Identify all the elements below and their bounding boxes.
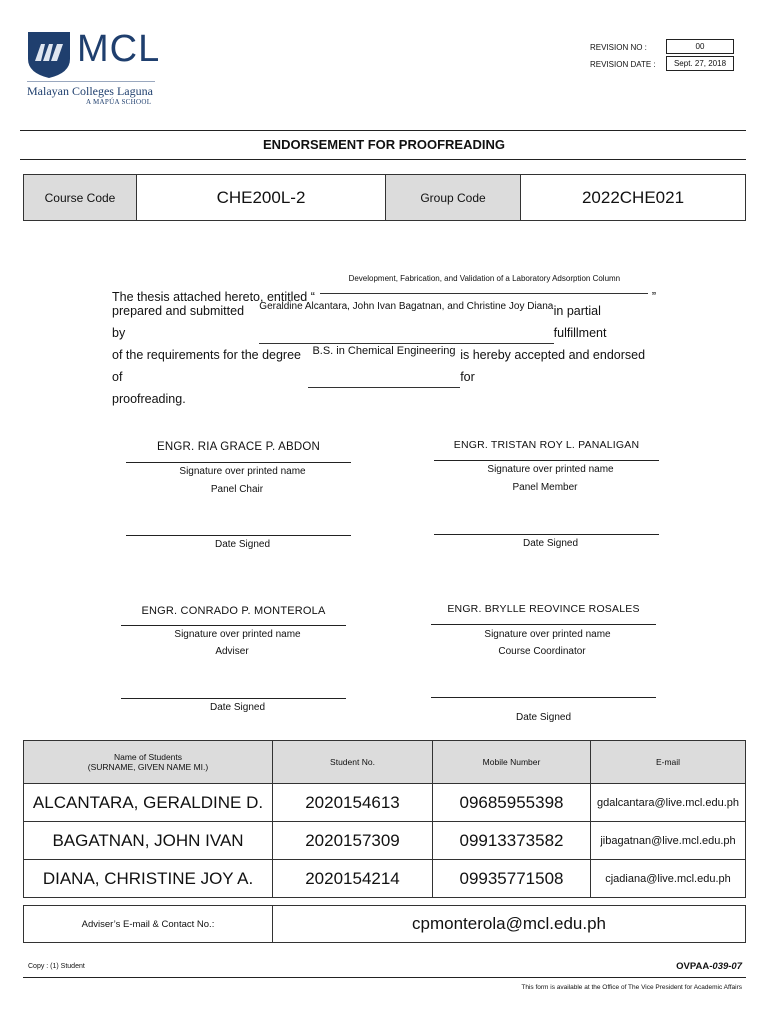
line2-prefix: prepared and submitted by	[112, 304, 245, 340]
date-signed-label: Date Signed	[209, 702, 266, 713]
mcl-shield-logo-icon	[26, 29, 72, 79]
column-header-student-no: Student No.	[273, 741, 433, 784]
title-top-rule	[20, 130, 746, 131]
student-name: DIANA, CHRISTINE JOY A.	[24, 860, 273, 898]
signatory-name: ENGR. RIA GRACE P. ABDON	[156, 441, 321, 453]
date-line	[121, 698, 346, 699]
signatory-role: Panel Member	[512, 482, 578, 493]
logo-divider	[27, 81, 155, 82]
signature-caption: Signature over printed name	[174, 629, 301, 640]
form-code-prefix: OVPAA-	[676, 961, 713, 972]
mobile-number: 09913373582	[433, 822, 591, 860]
signature-caption: Signature over printed name	[179, 466, 306, 477]
line3-suffix: is hereby accepted and endorsed for	[460, 348, 646, 384]
line4: proofreading.	[112, 392, 186, 406]
mobile-number: 09935771508	[433, 860, 591, 898]
column-header-mobile: Mobile Number	[433, 741, 591, 784]
adviser-contact-label: Adviser’s E-mail & Contact No.:	[24, 906, 273, 942]
revision-date-label: REVISION DATE :	[590, 60, 656, 69]
form-code-number: 039-07	[712, 961, 742, 972]
date-signed-label: Date Signed	[515, 712, 572, 723]
student-name: ALCANTARA, GERALDINE D.	[24, 784, 273, 822]
revision-no-label: REVISION NO :	[590, 43, 647, 52]
table-header-row	[24, 741, 746, 784]
date-line	[126, 535, 351, 536]
signatory-name: ENGR. TRISTAN ROY L. PANALIGAN	[453, 439, 640, 451]
group-code-value: 2022CHE021	[581, 187, 685, 207]
signature-line	[431, 624, 656, 625]
course-info-table	[23, 174, 746, 221]
signatory-name: ENGR. CONRADO P. MONTEROLA	[141, 605, 326, 617]
table-row	[24, 784, 746, 822]
thesis-title-field: Development, Fabrication, and Validation of a Laboratory Adsorption Column	[320, 272, 648, 294]
signature-line	[434, 460, 659, 461]
form-code	[676, 961, 742, 972]
signatory-role: Panel Chair	[210, 484, 264, 495]
endorsement-paragraph	[112, 274, 656, 410]
column-header-name	[24, 741, 273, 784]
column-header-name-line2: (SURNAME, GIVEN NAME MI.)	[87, 762, 209, 772]
signature-caption: Signature over printed name	[487, 464, 614, 475]
signatory-role: Adviser	[215, 646, 249, 657]
line1-prefix: The thesis attached hereto, entitled “	[112, 290, 315, 304]
availability-note: This form is available at the Office of The Vice President for Academic Affairs	[521, 984, 742, 991]
student-number: 2020154613	[273, 784, 433, 822]
line2-suffix: in partial fulfillment	[553, 304, 607, 340]
student-name: BAGATNAN, JOHN IVAN	[24, 822, 273, 860]
date-line	[431, 697, 656, 698]
students-table	[23, 740, 746, 898]
signatory-name: ENGR. BRYLLE REOVINCE ROSALES	[447, 603, 640, 615]
revision-date-value: Sept. 27, 2018	[666, 56, 734, 71]
student-email: jibagatnan@live.mcl.edu.ph	[591, 822, 746, 860]
signatory-role: Course Coordinator	[498, 646, 586, 657]
mobile-number: 09685955398	[433, 784, 591, 822]
line3-prefix: of the requirements for the degree of	[112, 348, 302, 384]
student-number: 2020157309	[273, 822, 433, 860]
date-line	[434, 534, 659, 535]
student-email: gdalcantara@live.mcl.edu.ph	[591, 784, 746, 822]
line1-suffix: ”	[651, 290, 656, 304]
institution-tagline: A MAPÚA SCHOOL	[86, 98, 152, 106]
signature-line	[126, 462, 351, 463]
form-title: ENDORSEMENT FOR PROOFREADING	[263, 137, 505, 152]
copy-note: Copy : (1) Student	[28, 963, 85, 970]
revision-no-value: 00	[666, 39, 734, 54]
institution-name: Malayan Colleges Laguna	[27, 84, 153, 98]
date-signed-label: Date Signed	[522, 538, 579, 549]
adviser-contact-value: cpmonterola@mcl.edu.ph	[412, 914, 606, 933]
table-row	[24, 860, 746, 898]
adviser-contact-box	[23, 905, 746, 943]
footer-rule	[23, 977, 746, 978]
student-number: 2020154214	[273, 860, 433, 898]
student-email: cjadiana@live.mcl.edu.ph	[591, 860, 746, 898]
course-code-value: CHE200L-2	[137, 175, 386, 220]
table-row	[24, 822, 746, 860]
column-header-name-line1: Name of Students	[113, 752, 183, 762]
date-signed-label: Date Signed	[214, 539, 271, 550]
title-bottom-rule	[20, 159, 746, 160]
signature-caption: Signature over printed name	[484, 629, 611, 640]
degree-field: B.S. in Chemical Engineering	[308, 344, 460, 388]
group-code-label: Group Code	[386, 175, 521, 220]
logo-wordmark: MCL	[77, 28, 161, 70]
signature-line	[121, 625, 346, 626]
column-header-email: E-mail	[591, 741, 746, 784]
authors-field: Geraldine Alcantara, John Ivan Bagatnan, and Christine Joy Diana	[259, 300, 554, 344]
course-code-label: Course Code	[24, 175, 137, 220]
